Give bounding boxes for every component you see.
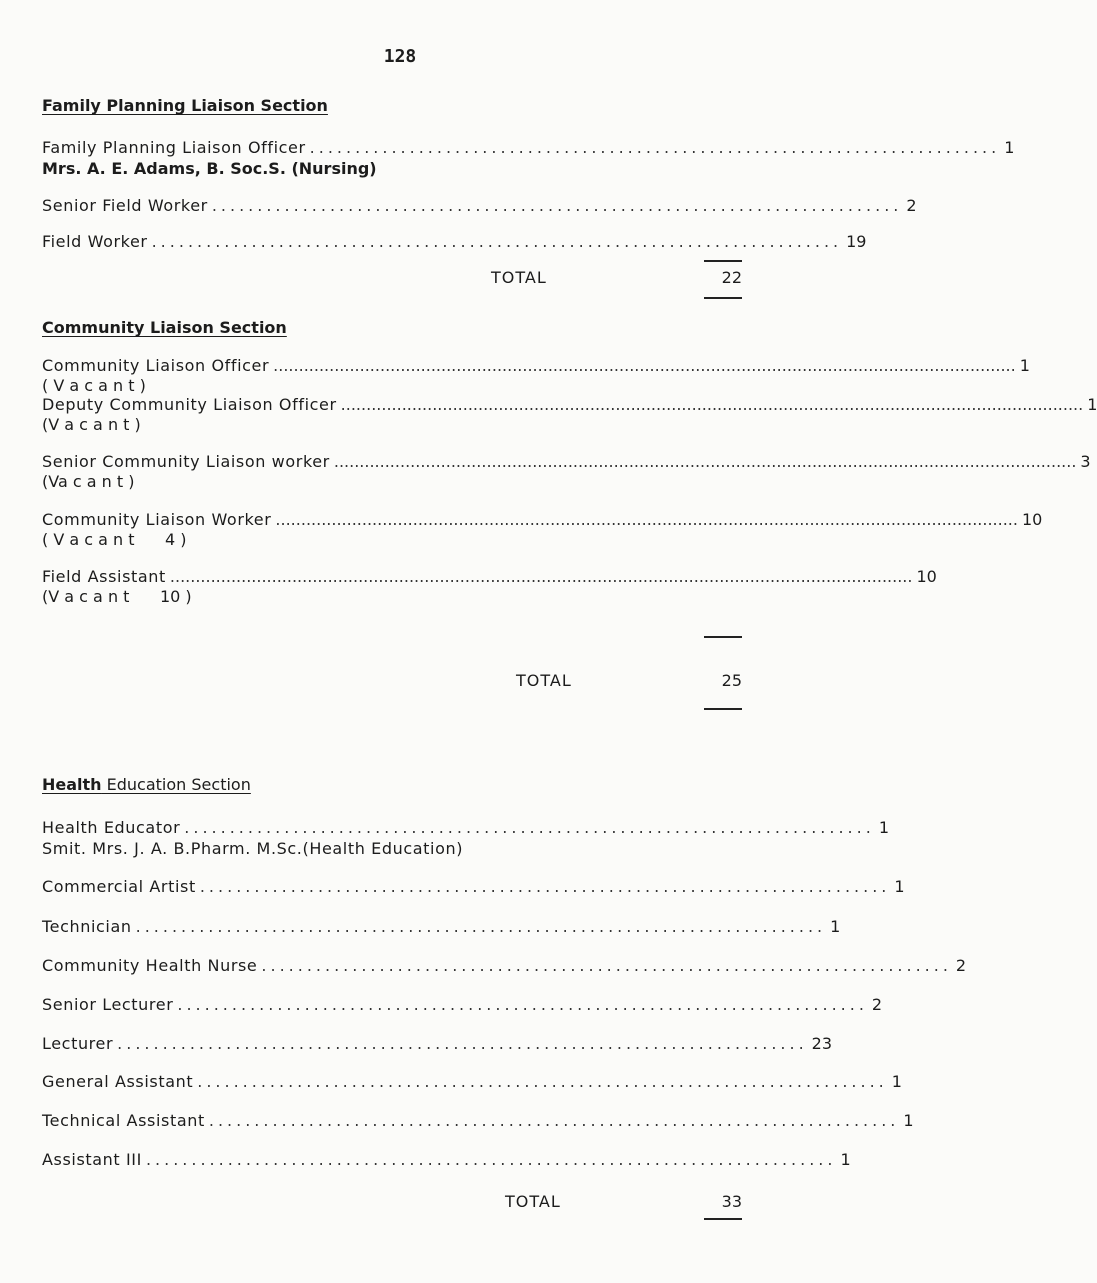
heading-rest-part: Education Section — [101, 775, 251, 794]
staff-title: Deputy Community Liaison Officer — [42, 395, 337, 414]
vacancy-note: (V a c a n t 10 ) — [42, 587, 192, 606]
staff-row — [42, 395, 1097, 417]
staff-row — [42, 1111, 914, 1133]
staff-count: 2 — [955, 956, 967, 975]
total-value: 25 — [721, 671, 742, 690]
dot-leader: ............................................................................ — [151, 232, 843, 251]
staff-row — [42, 1150, 851, 1172]
staff-title: Technician — [42, 917, 132, 936]
dot-leader: ............................................................................ — [117, 1034, 808, 1053]
dot-leader: ............................................................................ — [261, 956, 952, 975]
dot-leader: ............................................................................ — [197, 1072, 888, 1091]
vacancy-note: (Va c a n t ) — [42, 472, 135, 491]
staff-row — [42, 510, 1043, 532]
staff-row — [42, 818, 889, 840]
staff-title: Senior Field Worker — [42, 196, 208, 215]
staff-row — [42, 995, 883, 1017]
staff-count: 19 — [846, 232, 867, 251]
total-value: 33 — [721, 1192, 742, 1211]
dot-leader: ............................................................................ — [199, 877, 891, 896]
health-education-heading — [42, 775, 251, 794]
staff-title: Community Health Nurse — [42, 956, 258, 975]
staff-title: Senior Community Liaison worker — [42, 452, 330, 471]
total-rule — [704, 1218, 742, 1220]
staff-count: 1 — [891, 1072, 902, 1091]
staff-title: Lecturer — [42, 1034, 114, 1053]
total-rule — [704, 636, 742, 638]
staff-row — [42, 356, 1030, 378]
staff-count: 23 — [811, 1034, 833, 1053]
dot-leader: .................................................................................................................................................. — [340, 395, 1084, 414]
dot-leader: ............................................................................ — [309, 138, 1001, 157]
dot-leader: .................................................................................................................................................. — [273, 356, 1016, 375]
dot-leader: ............................................................................ — [177, 995, 868, 1014]
total-rule — [704, 260, 742, 262]
vacancy-note: ( V a c a n t 4 ) — [42, 530, 187, 549]
dot-leader: .................................................................................................................................................. — [169, 567, 913, 586]
staff-title: Field Assistant — [42, 567, 166, 586]
staff-count: 1 — [1004, 138, 1015, 157]
total-label: TOTAL — [516, 671, 572, 690]
staff-row — [42, 452, 1091, 474]
dot-leader: .................................................................................................................................................. — [333, 452, 1077, 471]
staff-row — [42, 877, 905, 899]
staff-title: Community Liaison Worker — [42, 510, 272, 529]
staff-count: 10 — [1021, 510, 1043, 529]
staff-holder: Mrs. A. E. Adams, B. Soc.S. (Nursing) — [42, 159, 377, 178]
total-label: TOTAL — [491, 268, 547, 287]
staff-title: General Assistant — [42, 1072, 194, 1091]
dot-leader: ............................................................................ — [184, 818, 875, 837]
staff-count: 1 — [1019, 356, 1030, 375]
total-rule — [704, 708, 742, 710]
staff-title: Technical Assistant — [42, 1111, 205, 1130]
total-value: 22 — [721, 268, 742, 287]
family-planning-heading: Family Planning Liaison Section — [42, 96, 328, 115]
staff-row — [42, 1034, 833, 1056]
staff-title: Senior Lecturer — [42, 995, 174, 1014]
dot-leader: .................................................................................................................................................. — [275, 510, 1018, 529]
heading-bold-part: Health — [42, 775, 102, 794]
vacancy-note: (V a c a n t ) — [42, 415, 141, 434]
staff-count: 2 — [871, 995, 883, 1014]
community-heading: Community Liaison Section — [42, 318, 287, 337]
dot-leader: ............................................................................ — [211, 196, 903, 215]
dot-leader: ............................................................................ — [135, 917, 827, 936]
staff-title: Community Liaison Officer — [42, 356, 270, 375]
staff-row — [42, 196, 917, 218]
dot-leader: ............................................................................ — [208, 1111, 900, 1130]
staff-row — [42, 232, 867, 254]
staff-title: Commercial Artist — [42, 877, 196, 896]
staff-count: 1 — [830, 917, 841, 936]
staff-count: 3 — [1080, 452, 1091, 471]
staff-title: Health Educator — [42, 818, 181, 837]
staff-count: 1 — [894, 877, 905, 896]
dot-leader: ............................................................................ — [145, 1150, 837, 1169]
staff-row — [42, 956, 967, 978]
staff-row — [42, 567, 937, 589]
staff-title: Family Planning Liaison Officer — [42, 138, 306, 157]
total-label: TOTAL — [505, 1192, 561, 1211]
total-rule — [704, 297, 742, 299]
staff-title: Assistant III — [42, 1150, 142, 1169]
staff-row — [42, 917, 841, 939]
staff-count: 2 — [906, 196, 917, 215]
staff-row — [42, 138, 1015, 160]
vacancy-note: ( V a c a n t ) — [42, 376, 146, 395]
staff-count: 1 — [878, 818, 889, 837]
staff-row — [42, 1072, 902, 1094]
page-number: 128 — [383, 46, 417, 67]
staff-count: 1 — [903, 1111, 914, 1130]
staff-holder: Smit. Mrs. J. A. B.Pharm. M.Sc.(Health Education) — [42, 839, 464, 858]
staff-title: Field Worker — [42, 232, 148, 251]
staff-count: 1 — [840, 1150, 851, 1169]
staff-count: 1 — [1087, 395, 1097, 414]
staff-count: 10 — [916, 567, 937, 586]
